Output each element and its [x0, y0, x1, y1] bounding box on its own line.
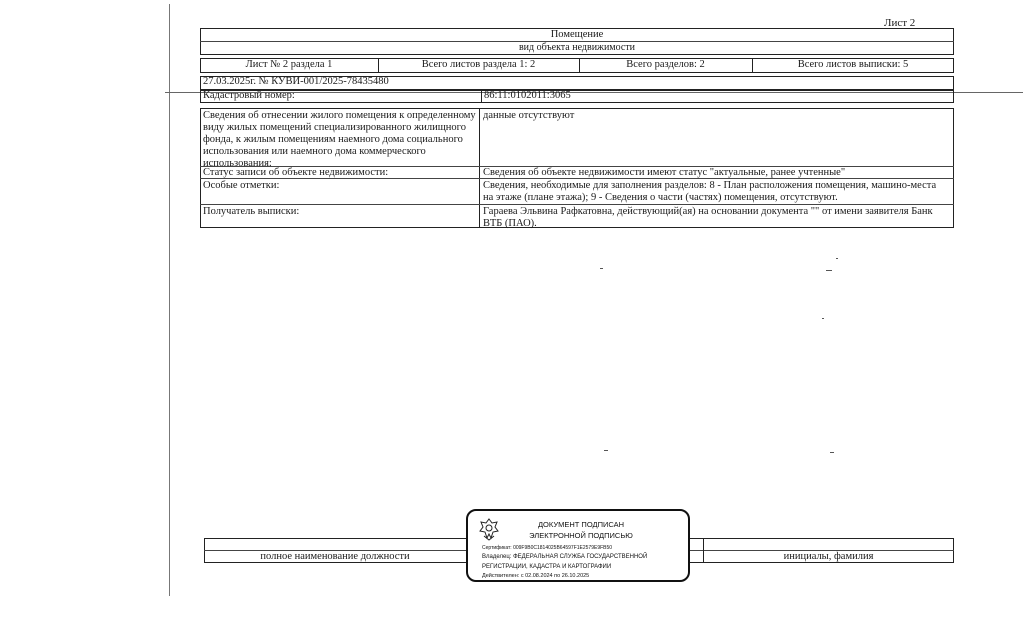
- sheet-label: Лист 2: [884, 17, 916, 29]
- emblem-icon: [478, 517, 500, 546]
- sheet-in-section: Лист № 2 раздела 1: [245, 59, 333, 70]
- stamp-owner-line1: Владелец: ФЕДЕРАЛЬНАЯ СЛУЖБА ГОСУДАРСТВЕННОЙ: [482, 554, 648, 560]
- scan-speck: [822, 318, 824, 319]
- initials-caption: инициалы, фамилия: [783, 551, 874, 562]
- extract-number: 27.03.2025г. № КУВИ-001/2025-78435480: [203, 76, 389, 87]
- info-table-row-divider-3: [200, 204, 954, 205]
- electronic-signature-stamp: [466, 509, 690, 582]
- specialized-housing-label: Сведения об отнесении жилого помещения к определенному виду жилых помещений специализированного жилищного фонда, к жилым помещениям наемного дома социального использования или наемного дома коммерческого использования:: [203, 110, 476, 169]
- record-status-value: Сведения об объекте недвижимости имеют статус "актуальные, ранее учтенные": [483, 167, 846, 178]
- position-caption: полное наименование должности: [260, 551, 410, 562]
- cadastral-label: Кадастровый номер:: [203, 90, 295, 101]
- object-type: Помещение: [550, 29, 604, 40]
- special-notes-value: Сведения, необходимые для заполнения разделов: 8 - План расположения помещения, машино-места на этаже (плане этажа); 9 - Сведения о части (частях) помещения, отсутствуют.: [483, 180, 937, 203]
- stamp-validity: Действителен: с 02.08.2024 по 26.10.2025: [482, 573, 590, 579]
- total-sheets-extract: Всего листов выписки: 5: [797, 59, 909, 70]
- total-sections: Всего разделов: 2: [626, 59, 705, 70]
- record-status-label: Статус записи об объекте недвижимости:: [203, 167, 389, 178]
- stamp-title-line2: ЭЛЕКТРОННОЙ ПОДПИСЬЮ: [529, 531, 633, 540]
- cadastral-divider: [481, 90, 482, 103]
- scan-speck: [600, 268, 603, 269]
- info-table-column-divider: [479, 108, 480, 228]
- special-notes-label: Особые отметки:: [203, 180, 280, 191]
- cadastral-value: 86:11:0102011:3065: [484, 90, 571, 101]
- scan-speck: [826, 270, 832, 271]
- scan-speck: [836, 258, 838, 259]
- stamp-owner-line2: РЕГИСТРАЦИИ, КАДАСТРА И КАРТОГРАФИИ: [482, 564, 612, 570]
- cadastral-row: [200, 90, 954, 103]
- total-sheets-section: Всего листов раздела 1: 2: [421, 59, 536, 70]
- scan-speck: [604, 450, 608, 451]
- stamp-title-line1: ДОКУМЕНТ ПОДПИСАН: [537, 520, 625, 529]
- object-type-caption: вид объекта недвижимости: [518, 42, 636, 53]
- recipient-value: Гараева Эльвина Рафкатовна, действующий(ая) на основании документа "" от имени заявителя Банк ВТБ (ПАО).: [483, 206, 933, 229]
- stamp-certificate: Сертификат: 009F9B0C1814025B64597F1E2579E9FB50: [482, 545, 613, 551]
- specialized-housing-value: данные отсутствуют: [483, 110, 575, 121]
- scan-speck: [830, 452, 834, 453]
- recipient-label: Получатель выписки:: [203, 206, 300, 217]
